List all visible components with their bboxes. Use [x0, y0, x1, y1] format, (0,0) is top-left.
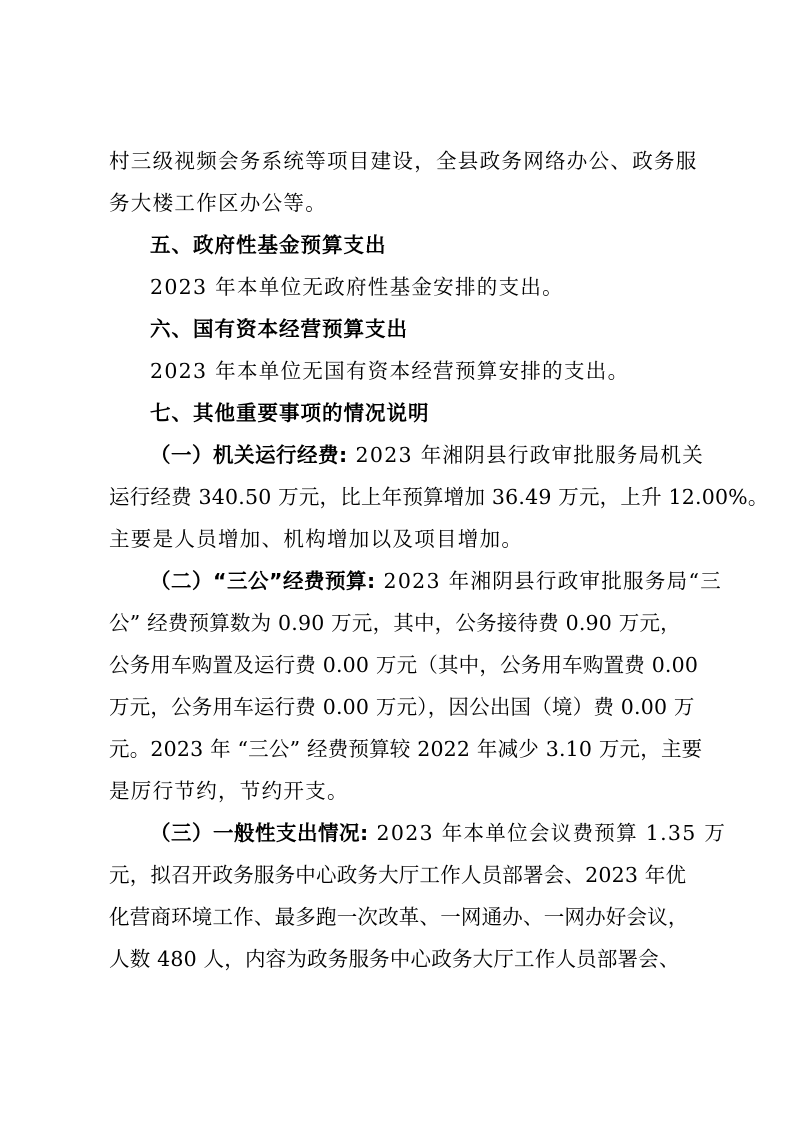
- paragraph-line: 公务用车购置及运行费 0.00 万元（其中，公务用车购置费 0.00: [109, 653, 699, 677]
- paragraph-line: 元，拟召开政务服务中心政务大厅工作人员部署会、2023 年优: [109, 863, 687, 887]
- paragraph-line: 元。2023 年 “三公” 经费预算较 2022 年减少 3.10 万元，主要: [109, 737, 703, 761]
- item-2-first-line: [150, 561, 723, 601]
- item-2-text: 2023 年湘阴县行政审批服务局“三: [375, 569, 723, 593]
- section-5-heading: 五、政府性基金预算支出: [150, 233, 387, 257]
- paragraph-line: 万元，公务用车运行费 0.00 万元），因公出国（境）费 0.00 万: [109, 695, 695, 719]
- paragraph-line: 主要是人员增加、机构增加以及项目增加。: [109, 527, 524, 551]
- item-3-first-line: [150, 813, 727, 853]
- section-7-heading: 七、其他重要事项的情况说明: [150, 401, 430, 425]
- section-6-body: 2023 年本单位无国有资本经营预算安排的支出。: [150, 359, 630, 383]
- paragraph-line: 村三级视频会务系统等项目建设，全县政务网络办公、政务服: [109, 149, 698, 173]
- section-5-body: 2023 年本单位无政府性基金安排的支出。: [150, 275, 564, 299]
- item-3-text: 2023 年本单位会议费预算 1.35 万: [368, 821, 727, 845]
- item-3-lead: （三）一般性支出情况:: [150, 821, 369, 845]
- paragraph-line: 务大楼工作区办公等。: [109, 191, 327, 215]
- paragraph-line: 公” 经费预算数为 0.90 万元，其中，公务接待费 0.90 万元，: [109, 611, 681, 635]
- section-6-heading: 六、国有资本经营预算支出: [150, 317, 408, 341]
- paragraph-line: 化营商环境工作、最多跑一次改革、一网通办、一网办好会议，: [109, 905, 689, 929]
- paragraph-line: 运行经费 340.50 万元，比上年预算增加 36.49 万元，上升 12.00%。: [109, 485, 769, 509]
- item-1-first-line: [150, 435, 705, 475]
- paragraph-line: 是厉行节约，节约开支。: [109, 779, 349, 803]
- item-1-lead: （一）机关运行经费:: [150, 443, 348, 467]
- paragraph-line: 人数 480 人，内容为政务服务中心政务大厅工作人员部署会、: [109, 947, 680, 971]
- item-2-lead: （二）“三公”经费预算:: [150, 569, 376, 593]
- item-1-text: 2023 年湘阴县行政审批服务局机关: [347, 443, 705, 467]
